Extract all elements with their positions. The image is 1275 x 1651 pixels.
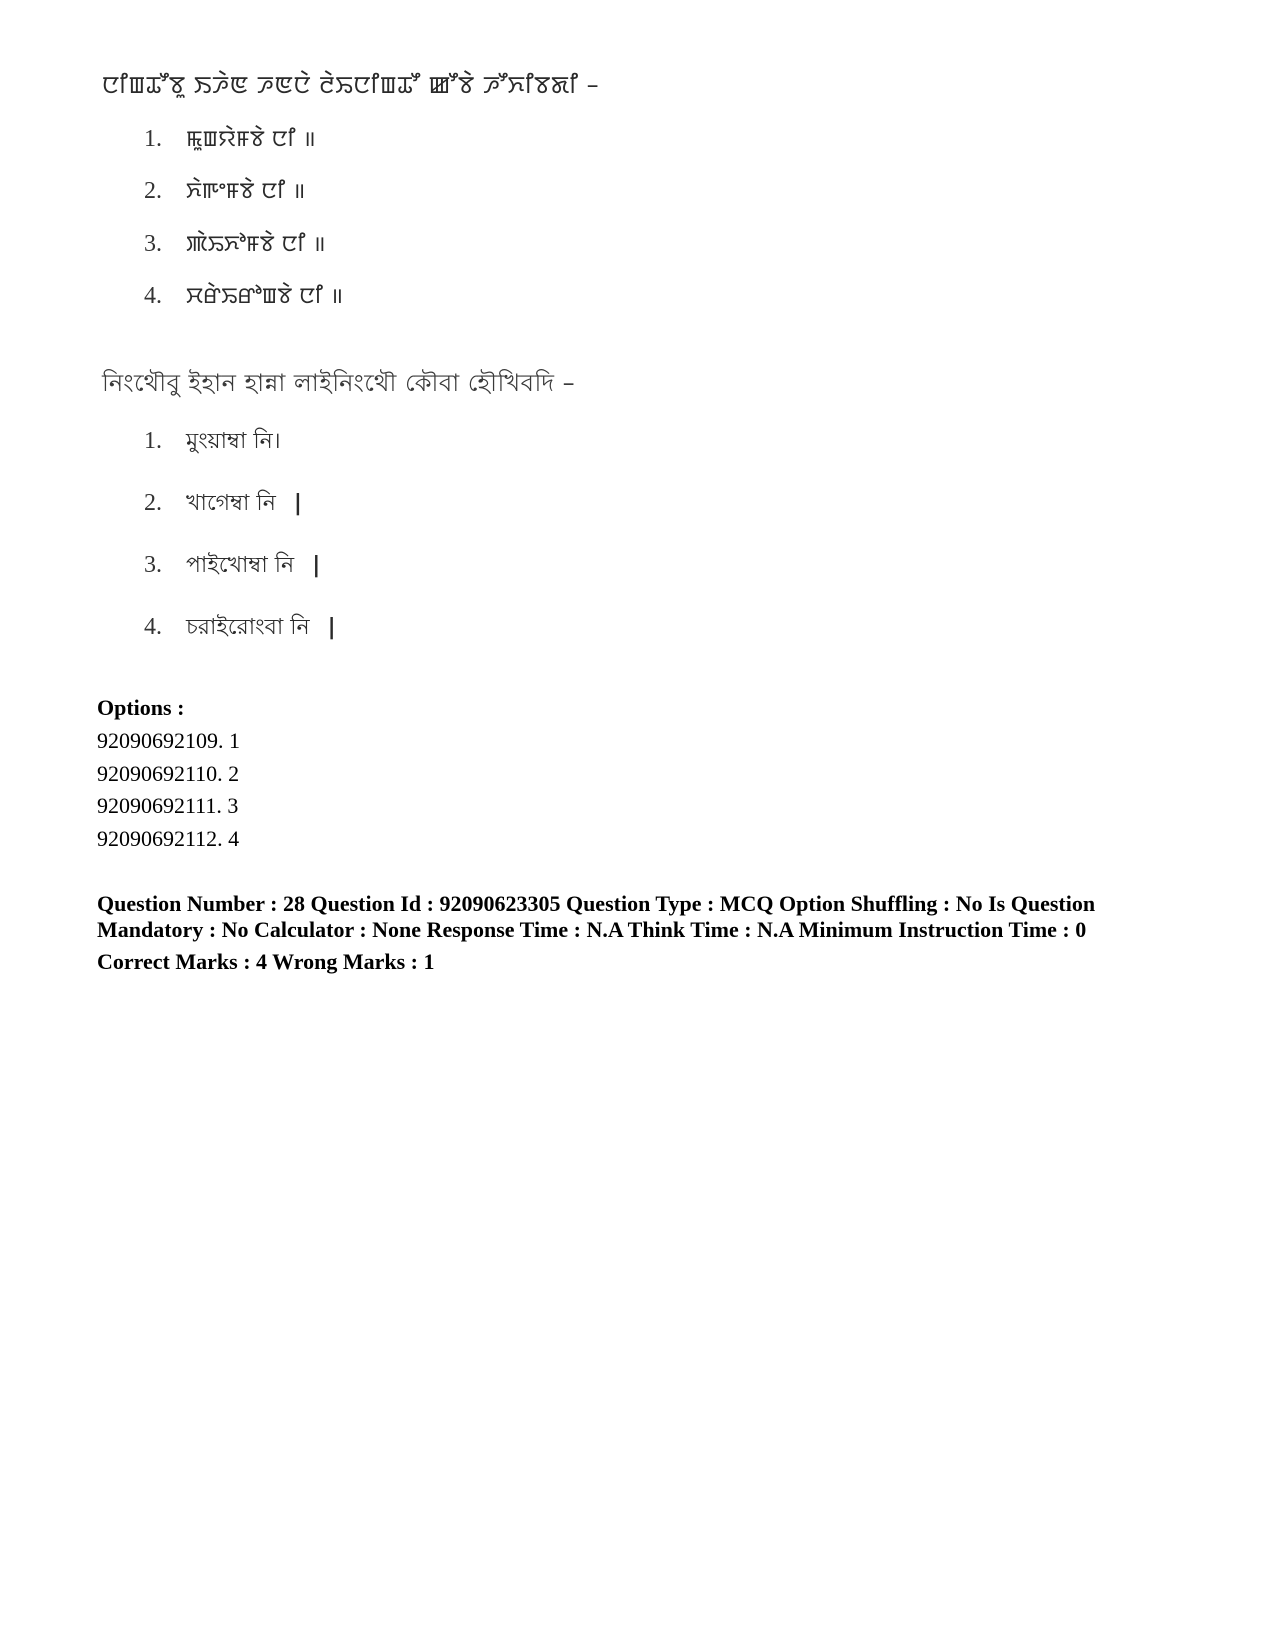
mm-option-number: 1. [144,126,162,152]
bn-option-text: মুংয়াম্বা নি। [186,429,281,454]
bn-option-number: 2. [144,490,162,516]
question-stem-bengali: নিংথৌবু ইহান হান্না লাইনিংথৌ কৌবা হৌখিবদি – [102,369,576,397]
bn-option-text: চরাইরোংবা নি [186,615,310,640]
option-item: 92090692111. 3 [97,793,239,818]
bn-option-number: 1. [144,428,162,454]
bn-option-number: 4. [144,614,162,640]
question-metadata-line-1: Question Number : 28 Question Id : 92090623305 Question Type : MCQ Option Shuffling : No Is Question [97,891,1096,916]
mm-option-2 [144,176,305,207]
option-item: 92090692112. 4 [97,825,240,851]
bn-option-danda: | [312,553,321,578]
mm-option-number: 3. [144,231,162,257]
option-item: 92090692109. 1 [97,728,240,753]
mm-option-text: ꯄꯥꯢꯈꯣꯝꯕꯥ ꯅꯤ ॥ [186,232,326,257]
mm-option-number: 4. [144,283,162,309]
bn-option-1 [144,426,299,457]
bn-option-number: 3. [144,552,162,578]
mm-option-1 [144,124,316,155]
question-metadata-marks: Correct Marks : 4 Wrong Marks : 1 [97,949,435,974]
mm-option-text: ꯈꯥꯒꯦꯝꯕꯥ ꯅꯤ ॥ [186,179,306,204]
options-heading: Options : [97,695,185,720]
bn-option-text: খাগেম্বা নি [186,491,276,516]
options-list [97,725,240,855]
option-item: 92090692110. 2 [97,760,240,786]
question-metadata-line-2: Mandatory : No Calculator : None Response Time : N.A Think Time : N.A Minimum Instruction Time : 0 [97,917,1087,942]
mm-option-3 [144,229,326,260]
bn-option-danda: | [293,491,302,516]
bn-option-3 [144,550,320,581]
question-stem-meetei-mayek: ꯅꯤꯡꯊꯧꯕꯨ ꯏꯍꯥꯟ ꯍꯟꯅꯥ ꯂꯥꯢꯅꯤꯡꯊꯧ ꯀꯧꯕꯥ ꯍꯧꯈꯤꯕꯗꯤ – [102,71,600,99]
bn-option-4 [144,612,336,643]
mm-option-text: ꯃꯨꯡꯌꯥꯝꯕꯥ ꯅꯤ ॥ [186,127,316,152]
mm-option-number: 2. [144,178,162,204]
mm-option-text: ꯆꯔꯥꯢꯔꯣꯡꯕꯥ ꯅꯤ ॥ [186,284,344,309]
mm-option-4 [144,281,343,312]
bn-option-2 [144,488,302,519]
bn-option-danda: | [327,615,336,640]
bn-option-text: পাইখোম্বা নি [186,553,295,578]
question-metadata [97,891,1197,975]
